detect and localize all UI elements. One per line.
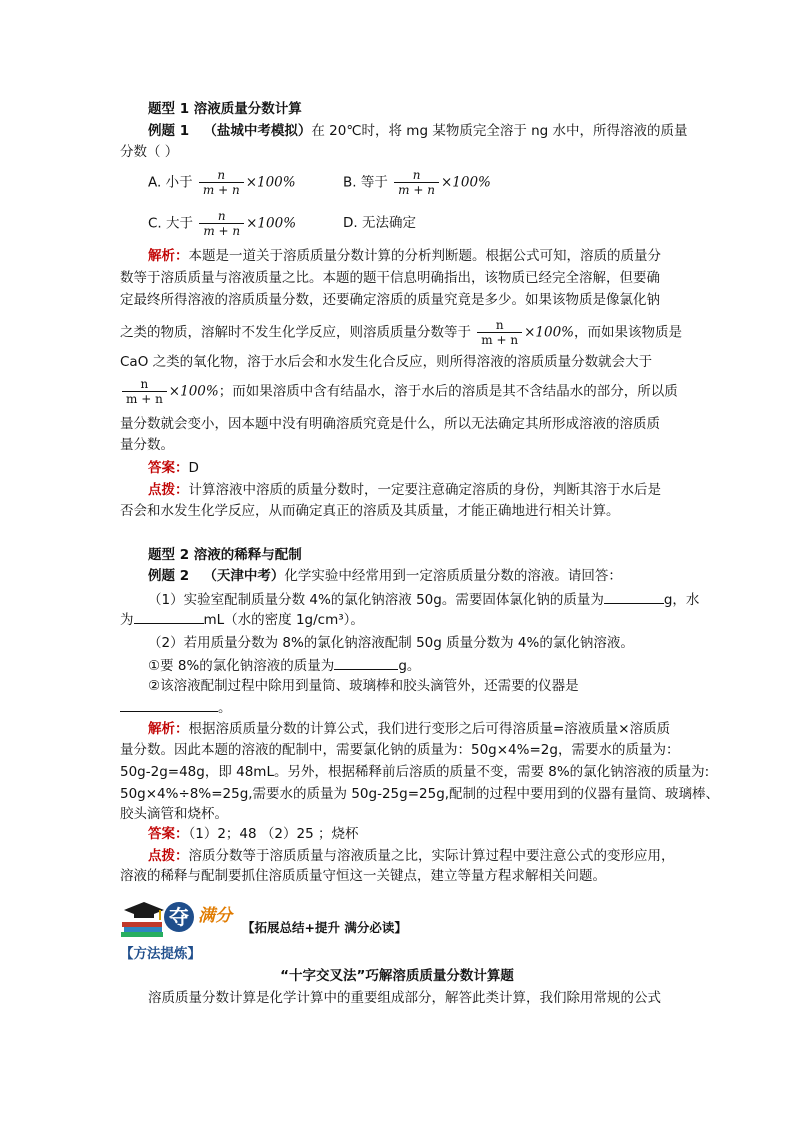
fraction (199, 209, 244, 238)
percent-factor: ×100% (168, 383, 219, 400)
option-b-label: B. 等于 (343, 174, 388, 191)
tip2-line2: 溶液的稀释与配制要抓住溶质质量守恒这一关键点，建立等量方程求解相关问题。 (120, 868, 606, 884)
q1a-end: g，水 (663, 592, 700, 608)
fraction (394, 168, 439, 197)
answer-blank[interactable] (134, 609, 204, 624)
option-c-label: C. 大于 (148, 215, 194, 232)
section2-title: 题型 2 溶液的稀释与配制 (148, 547, 302, 563)
analysis2-label: 解析： (148, 721, 189, 737)
q2-line: （2）若用质量分数为 8%的氯化钠溶液配制 50g 质量分数为 4%的氯化钠溶液。 (148, 635, 634, 651)
q2-2-blank-line (120, 697, 232, 718)
percent-factor: ×100% (440, 174, 491, 191)
analysis1-line2: 数等于溶质质量与溶液质量之比。本题的题干信息明确指出，该物质已经完全溶解，但要确 (120, 270, 660, 286)
option-c (148, 209, 296, 238)
answer-blank[interactable] (604, 589, 664, 604)
percent-factor: ×100% (245, 174, 296, 191)
analysis1-line4 (120, 318, 682, 347)
answer2-value: （1）2；48 （2）25 ；烧杯 (188, 826, 359, 842)
example2-source: （天津中考） (203, 568, 285, 584)
tip1-line2: 否会和水发生化学反应，从而确定真正的溶质及其质量，才能正确地进行相关计算。 (120, 503, 620, 519)
fraction-denominator: m + n (199, 223, 244, 238)
q2-1-line (148, 655, 420, 676)
analysis2-line4: 50g×4%÷8%=25g,需要水的质量为 50g-25g=25g,配制的过程中要用到的仪器有量筒、玻璃棒、 (120, 786, 720, 802)
analysis1-line1 (148, 246, 661, 266)
section1-title: 题型 1 溶液质量分数计算 (148, 101, 302, 117)
percent-factor: ×100% (246, 215, 297, 232)
option-b (343, 168, 491, 197)
fraction-denominator: m + n (199, 182, 244, 197)
analysis2-line3: 50g-2g=48g，即 48mL。另外，根据稀释前后溶质的质量不变，需要 8%的氯化钠溶液的质量为: (120, 764, 710, 780)
fraction-denominator: m + n (122, 391, 167, 406)
graduation-books-icon (120, 898, 168, 940)
answer1-label: 答案： (148, 460, 189, 476)
fraction-denominator: m + n (394, 182, 439, 197)
analysis1-text: ，而如果该物质是 (574, 324, 683, 341)
analysis1-text: 本题是一道关于溶质质量分数计算的分析判断题。根据公式可知，溶质的质量分 (188, 248, 661, 264)
example2-line (148, 566, 622, 586)
answer2-line (148, 824, 358, 844)
fraction-numerator: n (140, 377, 149, 391)
q2-1-text: ①要 8%的氯化钠溶液的质量为 (148, 658, 335, 674)
tip1-label: 点拨： (148, 482, 189, 498)
example1-source: （盐城中考模拟） (203, 123, 312, 139)
option-a-label: A. 小于 (148, 174, 193, 191)
tip2-text: 溶质分数等于溶质质量与溶液质量之比，实际计算过程中要注意公式的变形应用， (188, 848, 675, 864)
analysis1-line6 (120, 377, 678, 406)
option-d: D. 无法确定 (343, 215, 416, 231)
tip2-line1 (148, 846, 675, 866)
q1a-text: （1）实验室配制质量分数 4%的氯化钠溶液 50g。需要固体氯化钠的质量为 (148, 592, 604, 608)
fraction-numerator: n (217, 209, 226, 223)
fraction-denominator: m + n (477, 332, 522, 347)
example1-label: 例题 1 (148, 123, 190, 139)
fraction (477, 318, 522, 347)
q2-1-end: g。 (398, 658, 421, 674)
q2-2-end: 。 (218, 700, 232, 716)
tip1-line1 (148, 480, 661, 500)
banner-title: 满分 (198, 906, 232, 926)
analysis1-line7: 量分数就会变小，因本题中没有明确溶质究竟是什么，所以无法确定其所形成溶液的溶质质 (120, 416, 660, 432)
tip1-text: 计算溶液中溶质的质量分数时，一定要注意确定溶质的身份，判断其溶于水后是 (188, 482, 661, 498)
analysis1-text: 之类的物质，溶解时不发生化学反应，则溶质质量分数等于 (120, 324, 471, 341)
answer1-value: D (188, 460, 199, 476)
percent-factor: ×100% (524, 324, 575, 341)
fraction (199, 168, 244, 197)
analysis2-line1 (148, 719, 670, 739)
fraction-numerator: n (217, 168, 226, 182)
analysis2-line2: 量分数。因此本题的溶液的配制中，需要氯化钠的质量为：50g×4%=2g，需要水的质量为： (120, 742, 680, 758)
method-label: 【方法提炼】 (120, 946, 201, 962)
example1-line (148, 121, 688, 141)
banner-subtitle: 【拓展总结+提升 满分必读】 (242, 920, 407, 935)
example1-text-2: 分数（ ） (120, 144, 179, 160)
analysis1-text: ；而如果溶质中含有结晶水，溶于水后的溶质是其不含结晶水的部分，所以质 (218, 383, 678, 400)
full-score-banner (120, 898, 240, 940)
analysis1-line5: CaO 之类的氧化物，溶于水后会和水发生化合反应，则所得溶液的溶质质量分数就会大于 (120, 354, 653, 370)
analysis1-line8: 量分数。 (120, 437, 174, 453)
answer-blank[interactable] (334, 655, 398, 670)
example2-text: 化学实验中经常用到一定溶质质量分数的溶液。请回答： (284, 568, 622, 584)
example2-label: 例题 2 (148, 568, 190, 584)
banner-char: 夺 (164, 902, 194, 932)
tip2-label: 点拨： (148, 848, 189, 864)
answer1-line (148, 458, 199, 478)
q1b-pre: 为 (120, 612, 134, 628)
q2-2-line: ②该溶液配制过程中除用到量筒、玻璃棒和胶头滴管外，还需要的仪器是 (148, 678, 579, 694)
analysis2-line5: 胶头滴管和烧杯。 (120, 806, 228, 822)
analysis1-label: 解析： (148, 248, 189, 264)
method-title: “十字交叉法”巧解溶质质量分数计算题 (280, 968, 514, 984)
analysis2-text: 根据溶质质量分数的计算公式，我们进行变形之后可得溶质量=溶液质量×溶质质 (188, 721, 671, 737)
fraction-numerator: n (495, 318, 504, 332)
fraction (122, 377, 167, 406)
option-a (148, 168, 296, 197)
fraction-numerator: n (412, 168, 421, 182)
answer-blank[interactable] (120, 697, 218, 712)
answer2-label: 答案： (148, 826, 189, 842)
method-text: 溶质质量分数计算是化学计算中的重要组成部分，解答此类计算，我们除用常规的公式 (148, 990, 661, 1006)
q1b-line (120, 609, 364, 630)
analysis1-line3: 定最终所得溶液的溶质质量分数，还要确定溶质的质量究竟是多少。如果该物质是像氯化钠 (120, 292, 660, 308)
q1b-post: mL（水的密度 1g/cm³）。 (203, 612, 364, 628)
q1a-line (148, 589, 699, 610)
example1-text: 在 20℃时，将 mg 某物质完全溶于 ng 水中，所得溶液的质量 (311, 123, 688, 139)
